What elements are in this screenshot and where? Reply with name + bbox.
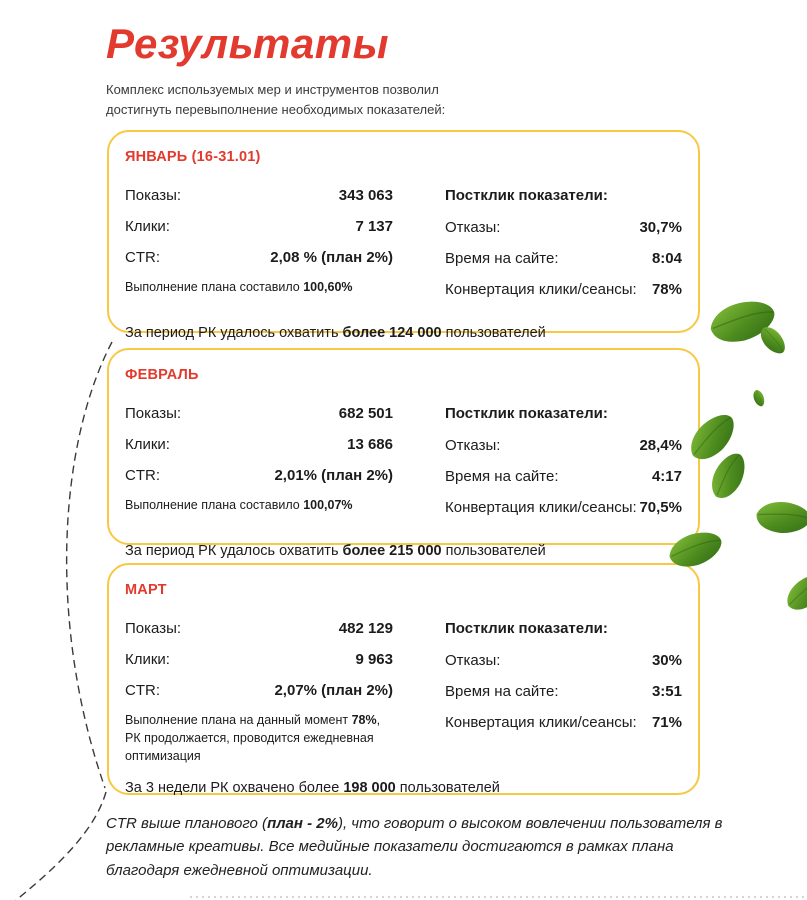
page-title: Результаты <box>106 20 389 67</box>
plan-note: Выполнение плана составило 100,60% <box>125 280 353 294</box>
basil-leaf-icon <box>754 498 807 536</box>
metric-value: 7 137 <box>355 218 393 235</box>
card-title: ФЕВРАЛЬ <box>125 367 199 383</box>
postclick-header: Постклик показатели: <box>445 620 608 637</box>
plan-note: Выполнение плана на данный момент 78%, РК продолжается, проводится ежедневная оптимизация <box>125 713 381 764</box>
postclick-row <box>445 681 682 702</box>
reach-note: За период РК удалось охватить более 215 000 пользователей <box>125 543 546 559</box>
card-content <box>125 403 682 528</box>
metric-label: Показы: <box>125 620 182 637</box>
metric-row <box>125 247 393 268</box>
metric-label: Время на сайте: <box>445 683 559 700</box>
metric-value: 343 063 <box>338 187 393 204</box>
basil-leaf-icon <box>707 296 779 346</box>
metric-value: 13 686 <box>347 436 393 453</box>
metric-value: 4:17 <box>651 468 682 485</box>
reach-note: За период РК удалось охватить более 124 000 пользователей <box>125 325 546 341</box>
metric-label: Клики: <box>125 436 170 453</box>
metric-label: Показы: <box>125 187 182 204</box>
media-metrics-column <box>125 185 393 310</box>
metric-label: Клики: <box>125 218 170 235</box>
metric-row <box>125 434 393 455</box>
metric-value: 3:51 <box>651 683 682 700</box>
month-card-february <box>107 348 700 559</box>
postclick-row <box>445 712 682 733</box>
basil-leaf-icon <box>752 389 766 408</box>
postclick-header: Постклик показатели: <box>445 405 608 422</box>
metric-label: Время на сайте: <box>445 468 559 485</box>
metric-label: Показы: <box>125 405 182 422</box>
plan-note: Выполнение плана составило 100,07% <box>125 498 353 512</box>
month-card-january <box>107 130 700 341</box>
metric-label: Отказы: <box>445 652 501 669</box>
conclusion-text: CTR выше планового (план - 2%), что говорит о высоком вовлечении пользователя в рекламные креативы. Все медийные показатели достигаются в рамках плана благодаря ежедневной оптимизации. <box>106 815 723 879</box>
metric-row <box>125 185 393 206</box>
media-metrics-column <box>125 618 393 765</box>
metric-label: Конвертация клики/сеансы: <box>445 714 637 731</box>
metric-row <box>125 680 393 701</box>
metric-label: CTR: <box>125 682 160 699</box>
card-title: МАРТ <box>125 582 167 598</box>
metric-label: Время на сайте: <box>445 250 559 267</box>
metric-value: 8:04 <box>651 250 682 267</box>
card-content <box>125 185 682 310</box>
postclick-row <box>445 217 682 238</box>
metric-value: 482 129 <box>338 620 393 637</box>
postclick-header: Постклик показатели: <box>445 187 608 204</box>
metric-row <box>125 618 393 639</box>
reach-note: За 3 недели РК охвачено более 198 000 пользователей <box>125 780 500 797</box>
metric-value: 71% <box>651 714 682 731</box>
metric-label: Отказы: <box>445 437 501 454</box>
postclick-row <box>445 497 682 518</box>
card-content <box>125 618 682 765</box>
metric-value: 30,7% <box>639 219 682 236</box>
metric-value: 30% <box>651 652 682 669</box>
metric-value: 78% <box>651 281 682 298</box>
postclick-row <box>445 650 682 671</box>
postclick-row <box>445 466 682 487</box>
metric-value: 2,08 % (план 2%) <box>270 249 393 266</box>
postclick-column <box>445 618 682 765</box>
metric-row <box>125 403 393 424</box>
metric-value: 2,01% (план 2%) <box>274 467 393 484</box>
media-metrics-column <box>125 403 393 528</box>
basil-leaf-icon <box>757 322 790 358</box>
metric-label: Конвертация клики/сеансы: <box>445 499 637 516</box>
postclick-row <box>445 248 682 269</box>
basil-leaf-icon <box>780 568 807 616</box>
postclick-column <box>445 185 682 310</box>
metric-label: Конвертация клики/сеансы: <box>445 281 637 298</box>
metric-value: 2,07% (план 2%) <box>274 682 393 699</box>
basil-leaf-icon <box>704 448 753 504</box>
month-card-march <box>107 563 700 795</box>
metric-value: 28,4% <box>639 437 682 454</box>
metric-value: 70,5% <box>639 499 682 516</box>
postclick-column <box>445 403 682 528</box>
metric-value: 9 963 <box>355 651 393 668</box>
metric-row <box>125 216 393 237</box>
dashed-curve-decoration <box>10 342 112 900</box>
metric-row <box>125 649 393 670</box>
page-subtitle: Комплекс используемых мер и инструментов позволил достигнуть перевыполнение необходимых показателей: <box>106 82 446 117</box>
metric-label: CTR: <box>125 467 160 484</box>
card-title: ЯНВАРЬ (16-31.01) <box>125 149 261 165</box>
metric-row <box>125 465 393 486</box>
postclick-row <box>445 435 682 456</box>
metric-value: 682 501 <box>338 405 393 422</box>
metric-label: Отказы: <box>445 219 501 236</box>
metric-label: CTR: <box>125 249 160 266</box>
postclick-row <box>445 279 682 300</box>
metric-label: Клики: <box>125 651 170 668</box>
